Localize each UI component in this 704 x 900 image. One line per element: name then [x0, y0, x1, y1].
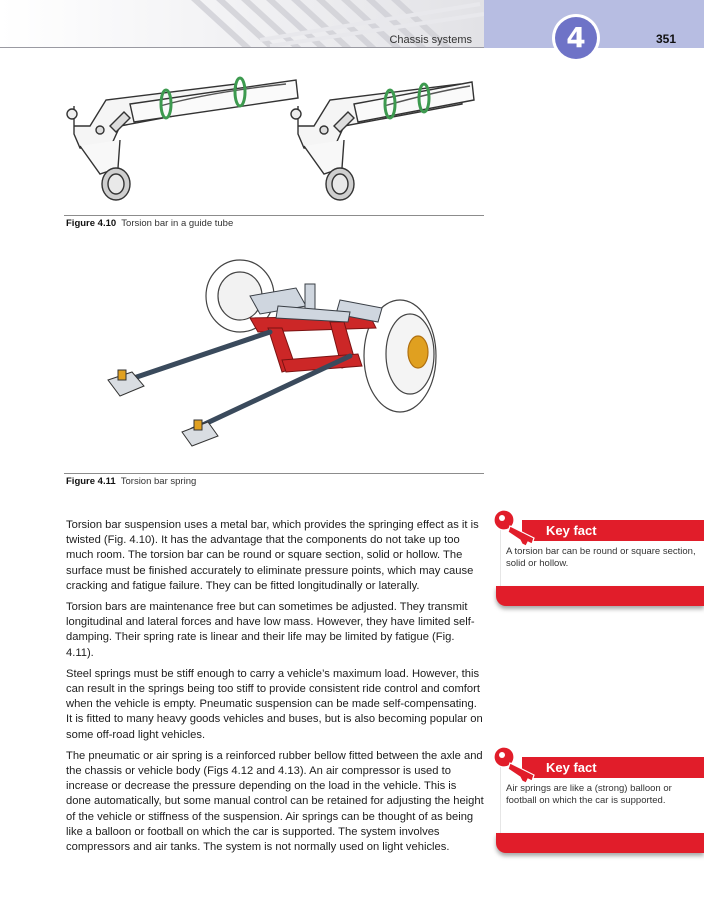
key-icon: [492, 508, 542, 548]
figure-4-11-text: Torsion bar spring: [120, 476, 197, 487]
chassis-frame: [250, 316, 376, 372]
chapter-badge: [552, 14, 600, 62]
figure-4-11-caption: [66, 476, 196, 487]
paragraph: Torsion bars are maintenance free but can sometimes be adjusted. They transmit longitudinal and lateral forces and have low mass. However, they have limited self-damping. Their spring rate is linear and their life may be limited by fatigue (Fig. 4.11).: [66, 601, 475, 659]
figure-4-11-illustration: [100, 256, 440, 456]
bar-mounts: [108, 370, 218, 446]
key-icon: [492, 745, 542, 785]
figure-4-11-rule: [64, 473, 484, 474]
figure-4-11-label: Figure 4.11: [66, 476, 116, 487]
section-title: Chassis systems: [389, 34, 472, 46]
figure-4-10-illustration: [60, 70, 484, 210]
key-fact-box: [492, 508, 704, 608]
body-text: [66, 518, 484, 861]
paragraph: Torsion bar suspension uses a metal bar, which provides the springing effect as it is twisted (Fig. 4.10). It has the advantage that the components do not take up too much room. The torsion bar can be round or square section, solid or hollow. The surface must be finished accurately to eliminate pressure points, which may cause cracking and fatigue failure. They can be fitted longitudinally or laterally.: [66, 519, 479, 592]
figure-4-10-rule: [64, 215, 484, 216]
key-fact-text: A torsion bar can be round or square section, solid or hollow.: [506, 546, 696, 569]
key-fact-title: Key fact: [522, 757, 704, 778]
key-fact-text: Air springs are like a (strong) balloon or football on which the car is supported.: [506, 783, 672, 806]
key-fact-footer: [496, 586, 704, 606]
figure-4-10-text: Torsion bar in a guide tube: [121, 218, 234, 229]
figure-4-10-caption: [66, 218, 233, 229]
torsion-bar-left: [67, 78, 298, 200]
paragraph: Steel springs must be stiff enough to carry a vehicle’s maximum load. However, this can result in the springs being too stiff to provide consistent ride control and comfort when the vehicle is empty. Pneumatic suspension can be made self-compensating. It is fitted to many heavy goods vehicles and buses, but is also becoming popular on some off-road light vehicles.: [66, 667, 483, 741]
torsion-bars: [122, 332, 350, 430]
torsion-bar-right: [291, 82, 474, 200]
chapter-number: 4: [555, 17, 597, 59]
key-fact-box: [492, 745, 704, 857]
paragraph: The pneumatic or air spring is a reinforced rubber bellow fitted between the axle and the chassis or vehicle body (Figs 4.12 and 4.13). An air compressor is used to increase or decrease the pressure depending on the load in the vehicle. This is done automatically, but some manual control can be retained for adjusting the height of the vehicle or stiffness of the suspension. Air springs can be thought of as being like a balloon or football on which the car is supported. The system involves compressors and air tanks. The system is not normally used on light vehicles.: [66, 749, 484, 854]
key-fact-footer: [496, 833, 704, 853]
page-number: 351: [656, 32, 677, 46]
figure-4-10-label: Figure 4.10: [66, 218, 117, 229]
header-rule: [0, 47, 484, 48]
key-fact-title: Key fact: [522, 520, 704, 541]
